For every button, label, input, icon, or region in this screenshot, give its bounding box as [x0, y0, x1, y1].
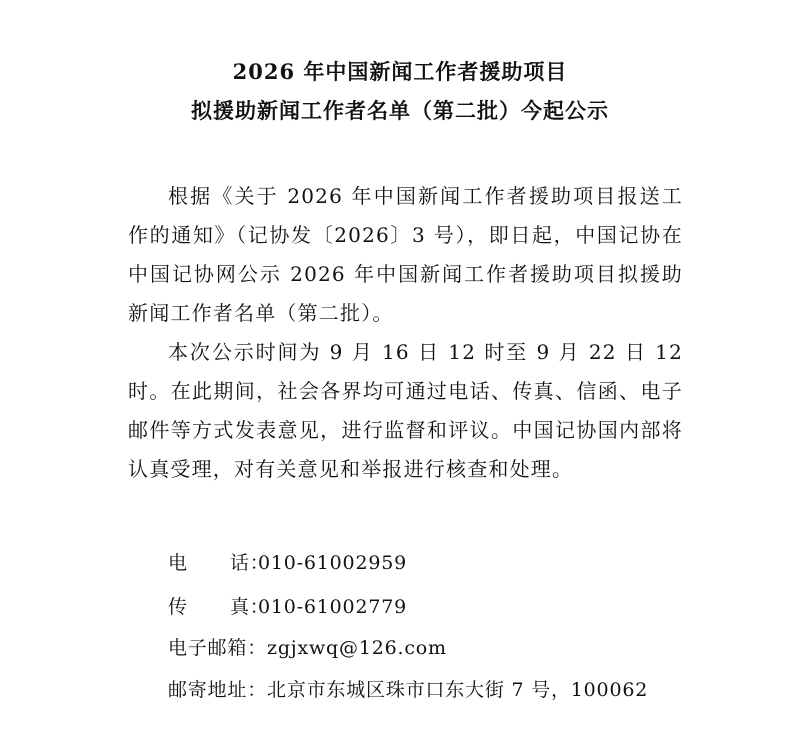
- document-title-line-1: 2026 年中国新闻工作者援助项目: [232, 59, 568, 84]
- contact-address-value: 北京市东城区珠市口东大街 7 号，100062: [267, 679, 649, 701]
- contact-fax-label: [168, 592, 270, 619]
- contact-phone-row: [168, 548, 407, 575]
- contact-address-row: [168, 675, 648, 702]
- contact-email-label: 电子邮箱：: [168, 637, 268, 659]
- contact-fax-label-char2: 真：: [230, 596, 270, 618]
- contact-phone-label: [168, 548, 270, 575]
- contact-phone-label-char2: 话：: [230, 552, 270, 574]
- body-paragraph-1: 根据《关于 2026 年中国新闻工作者援助项目报送工作的通知》（记协发〔2026〕3 号），即日起，中国记协在中国记协网公示 2026 年中国新闻工作者援助项目拟援助新闻工作者名单（第二批）。: [128, 184, 683, 325]
- contact-email-value: zgjxwq@126.com: [267, 637, 447, 659]
- contact-phone-value: 010-61002959: [258, 552, 407, 574]
- contact-phone-label-char1: 电: [168, 552, 188, 574]
- contact-fax-label-char1: 传: [168, 596, 188, 618]
- contact-fax-row: [168, 592, 407, 619]
- contact-address-label: 邮寄地址：: [168, 679, 268, 701]
- contact-email-row: [168, 633, 447, 660]
- body-paragraph-2: 本次公示时间为 9 月 16 日 12 时至 9 月 22 日 12 时。在此期间，社会各界均可通过电话、传真、信函、电子邮件等方式发表意见，进行监督和评议。中国记协国内部将认真受理，对有关意见和举报进行核查和处理。: [128, 340, 683, 481]
- document-title-line-2: 拟援助新闻工作者名单（第二批）今起公示: [191, 98, 609, 123]
- contact-fax-value: 010-61002779: [258, 596, 407, 618]
